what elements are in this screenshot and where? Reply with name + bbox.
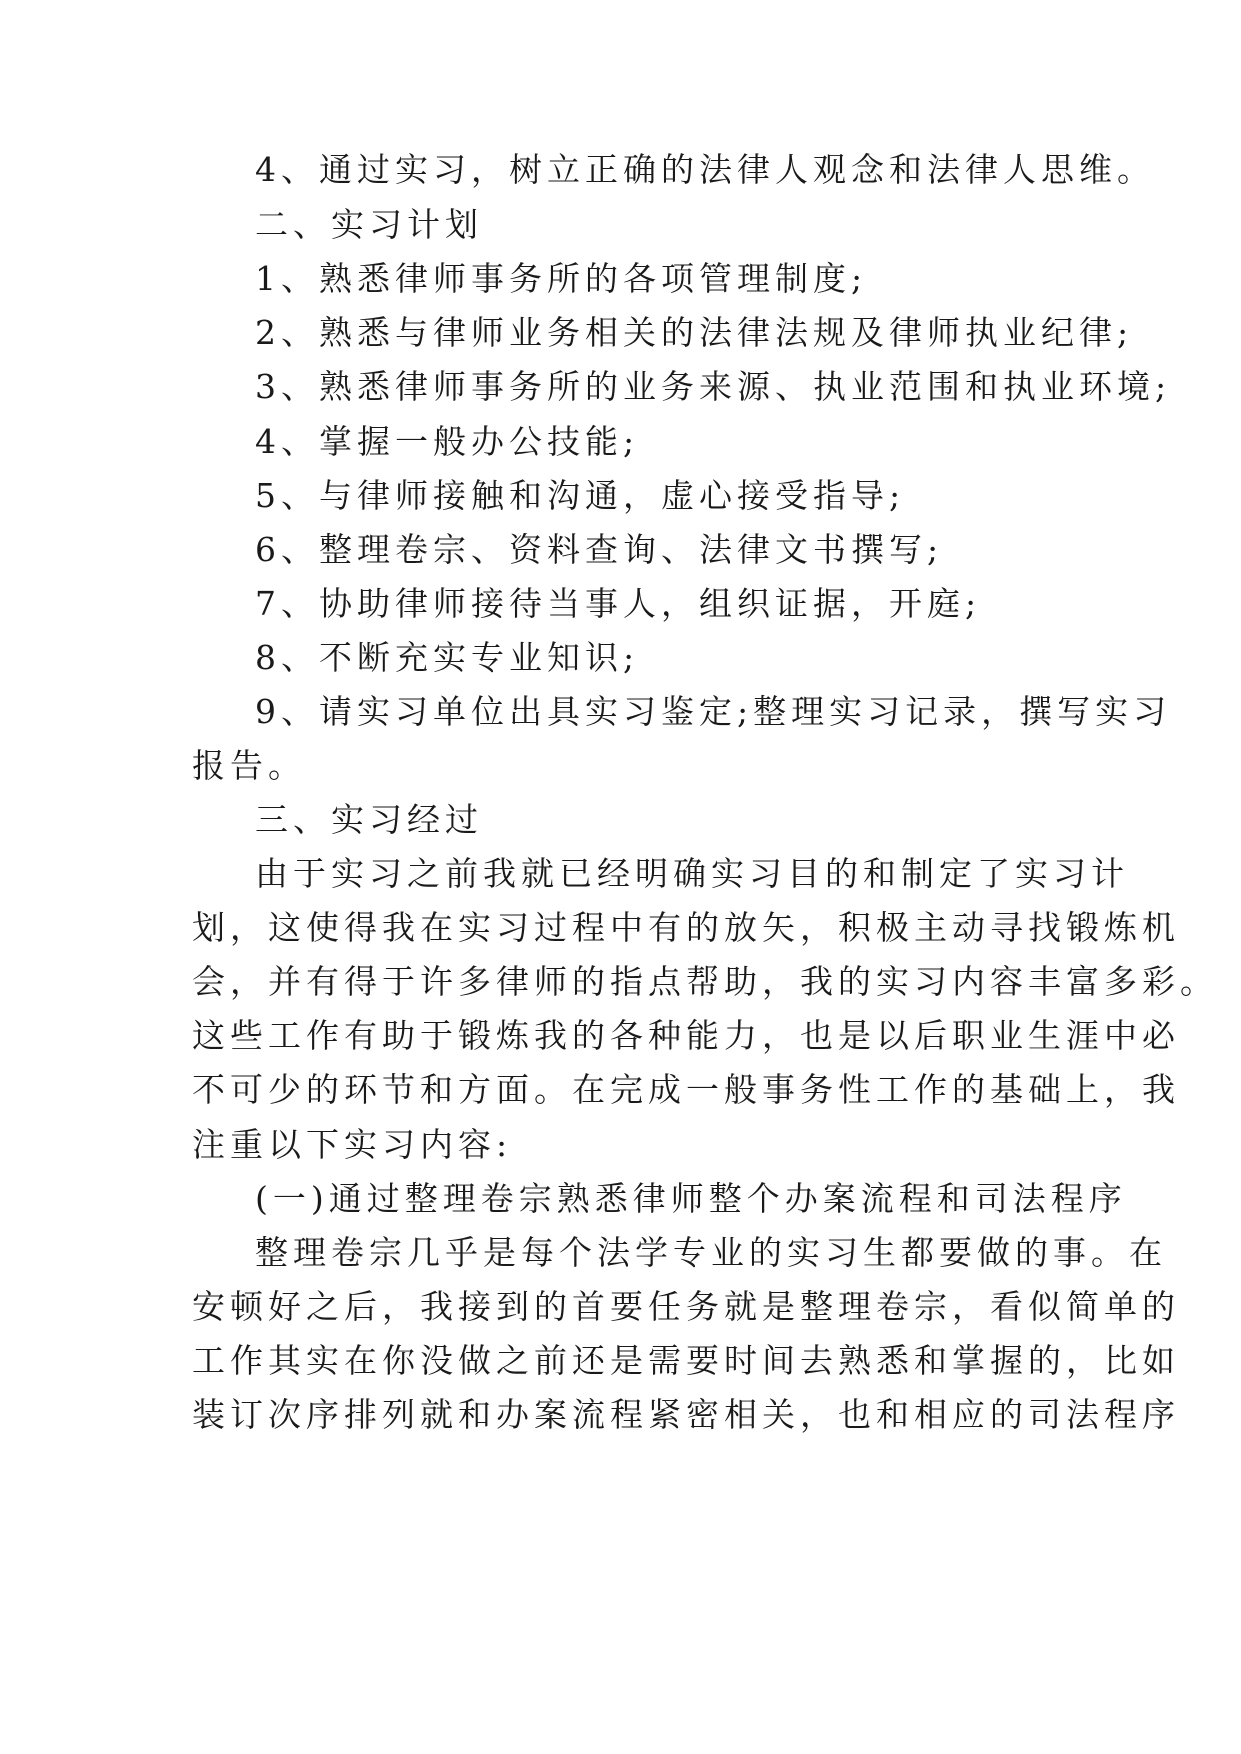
plan-item-7: 7、协助律师接待当事人，组织证据，开庭; (255, 584, 982, 623)
plan-item-8: 8、不断充实专业知识; (255, 638, 640, 677)
paragraph-line: 装订次序排列就和办案流程紧密相关，也和相应的司法程序 (192, 1395, 1180, 1434)
paragraph-line: 工作其实在你没做之前还是需要时间去熟悉和掌握的，比如 (192, 1341, 1180, 1380)
paragraph-line: 会，并有得于许多律师的指点帮助，我的实习内容丰富多彩。 (192, 962, 1218, 1001)
paragraph-line: 整理卷宗几乎是每个法学专业的实习生都要做的事。在 (255, 1233, 1167, 1272)
paragraph-line: 划，这使得我在实习过程中有的放矢，积极主动寻找锻炼机 (192, 908, 1180, 947)
plan-item-5: 5、与律师接触和沟通，虚心接受指导; (255, 476, 906, 515)
plan-item-4: 4、掌握一般办公技能; (255, 422, 640, 461)
section-heading-process: 三、实习经过 (255, 800, 483, 839)
section-heading-plan: 二、实习计划 (255, 205, 483, 244)
plan-item-3: 3、熟悉律师事务所的业务来源、执业范围和执业环境; (255, 367, 1172, 406)
paragraph-line: 注重以下实习内容: (192, 1125, 513, 1164)
paragraph-line: 不可少的环节和方面。在完成一般事务性工作的基础上，我 (192, 1070, 1180, 1109)
subsection-heading: (一)通过整理卷宗熟悉律师整个办案流程和司法程序 (255, 1179, 1127, 1218)
plan-item-1: 1、熟悉律师事务所的各项管理制度; (255, 259, 868, 298)
paragraph-line: 安顿好之后，我接到的首要任务就是整理卷宗，看似简单的 (192, 1287, 1180, 1326)
list-item-goal-4: 4、通过实习，树立正确的法律人观念和法律人思维。 (255, 150, 1155, 189)
plan-item-6: 6、整理卷宗、资料查询、法律文书撰写; (255, 530, 944, 569)
paragraph-line: 由于实习之前我就已经明确实习目的和制定了实习计 (255, 854, 1129, 893)
plan-item-9: 9、请实习单位出具实习鉴定;整理实习记录，撰写实习 (255, 692, 1172, 731)
plan-item-2: 2、熟悉与律师业务相关的法律法规及律师执业纪律; (255, 313, 1134, 352)
paragraph-line: 这些工作有助于锻炼我的各种能力，也是以后职业生涯中必 (192, 1016, 1180, 1055)
plan-item-9-continued: 报告。 (192, 746, 306, 785)
